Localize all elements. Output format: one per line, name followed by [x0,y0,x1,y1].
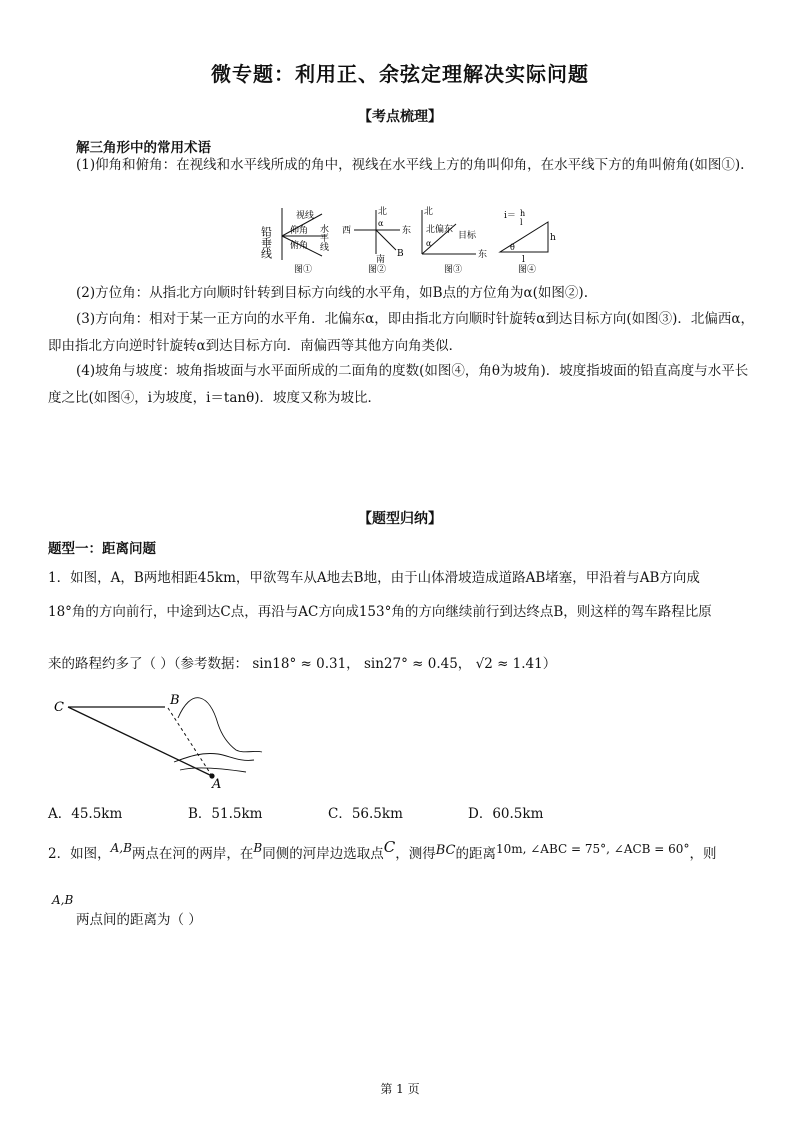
fig3-alpha: α [426,239,432,248]
fig2-point: B [397,249,404,259]
fig3-target: 目标 [458,231,477,241]
fig1-elevation: 仰角 [290,226,309,236]
page-title: 微专题：利用正、余弦定理解决实际问题 [211,62,589,86]
q2-part2: 两点在河的两岸，在 [131,846,254,862]
q1-ref-sqrt2: √2 ≈ 1.41 [475,656,543,672]
q1-option-a[interactable]: A．45.5km [48,806,123,822]
q1-option-c[interactable]: C．56.5km [328,806,403,822]
fig2-south: 南 [376,255,386,265]
fig3-caption: 图③ [444,265,463,275]
fig2-alpha: α [378,219,384,228]
figure-1 [260,208,329,275]
fig1-caption: 图① [294,265,313,275]
terms-figures [259,204,556,276]
figure-2 [342,205,411,275]
fig1-depression: 俯角 [290,241,309,251]
fig4-h-frac: h [520,209,526,218]
q1-option-d[interactable]: D．60.5km [468,806,544,822]
q2-part5: 的距离 [455,846,496,862]
type-one-heading: 题型一：距离问题 [48,541,156,557]
section-heading-kaodian: 【考点梳理】 [358,109,442,125]
fig4-caption: 图④ [518,265,537,275]
q1-line1: 1．如图，A，B两地相距45km，甲欲驾车从A地去B地，由于山体滑坡造成道路AB堵塞，甲沿着与AB方向成 [48,570,700,586]
q2-bc: BC [435,843,456,858]
fig1-plumb: 铅垂线 [259,226,273,259]
q2-part6: ，则 [689,846,717,862]
q1-ref-sin27: sin27° ≈ 0.45 [363,656,458,672]
term-item-4: (4)坡角与坡度：坡角指坡面与水平面所成的二面角的度数(如图④，角θ为坡角)．坡度指坡面的铅直高度与水平长度之比(如图④，i为坡度，i＝tanθ)．坡度又称为坡比． [48,363,749,406]
fig2-east: 东 [402,226,412,236]
fig4-l-frac: l [520,218,523,227]
fig2-caption: 图② [368,265,387,275]
q1-label-b: B [170,693,180,708]
fig3-east: 东 [478,250,488,260]
page-footer: 第 1 页 [380,1082,420,1096]
q1-ref-sep1: ， [346,656,360,672]
q1-ref-sep2: ， [457,656,472,672]
fig4-ratio: i＝ [504,211,516,221]
q1-ref-sin18: sin18° ≈ 0.31 [252,656,347,672]
q2-ab-line2: A,B [52,893,74,907]
fig1-horizontal: 水平线 [318,224,328,251]
q2-part1: 2．如图， [48,846,111,862]
fig4-l: l [522,255,525,265]
q1-label-a: A [212,777,222,792]
fig3-north: 北 [424,207,434,217]
q2-part4: ，测得 [395,846,436,862]
fig3-label: 北偏东 [426,225,454,235]
q2-condition: 10m, ∠ABC = 75°, ∠ACB = 60° [495,842,690,856]
q1-line3-text: 来的路程约多了（ ）（参考数据： [48,656,249,672]
section-heading-tixing: 【题型归纳】 [358,511,442,527]
q1-figure [50,692,270,792]
q2-c: C [383,838,396,856]
q1-label-c: C [54,700,64,715]
q1-option-b[interactable]: B．51.5km [188,806,263,822]
fig1-sight: 视线 [296,211,315,221]
figure-4 [500,209,556,275]
term-item-3: (3)方向角：相对于某一正方向的水平角．北偏东α，即由指北方向顺时针旋转α到达目标方向(如图③)．北偏西α，即由指北方向逆时针旋转α到达目标方向．南偏西等其他方向角类似． [48,311,755,354]
q1-ref-close: ） [542,656,557,672]
term-item-2: (2)方位角：从指北方向顺时针转到目标方向线的水平角，如B点的方位角为α(如图②). [76,285,588,301]
figure-3 [422,205,487,275]
q1-line2: 18°角的方向前行，中途到达C点，再沿与AC方向成153°角的方向继续前行到达终点B，则这样的驾车路程比原 [48,604,712,620]
q2-line1 [48,838,768,862]
q1-line3 [48,652,768,672]
fig2-west: 西 [342,226,352,236]
terms-heading: 解三角形中的常用术语 [76,140,211,156]
q2-line2: 两点间的距离为（ ） [76,912,202,928]
q2-ab: A,B [110,841,132,855]
q2-b: B [253,841,263,855]
fig2-north: 北 [378,207,388,217]
fig4-theta: θ [510,243,515,252]
fig4-h: h [550,233,556,243]
term-item-1: (1)仰角和俯角：在视线和水平线所成的角中，视线在水平线上方的角叫仰角，在水平线下方的角叫俯角(如图①). [76,157,745,173]
q2-part3: 同侧的河岸边选取点 [262,846,384,862]
